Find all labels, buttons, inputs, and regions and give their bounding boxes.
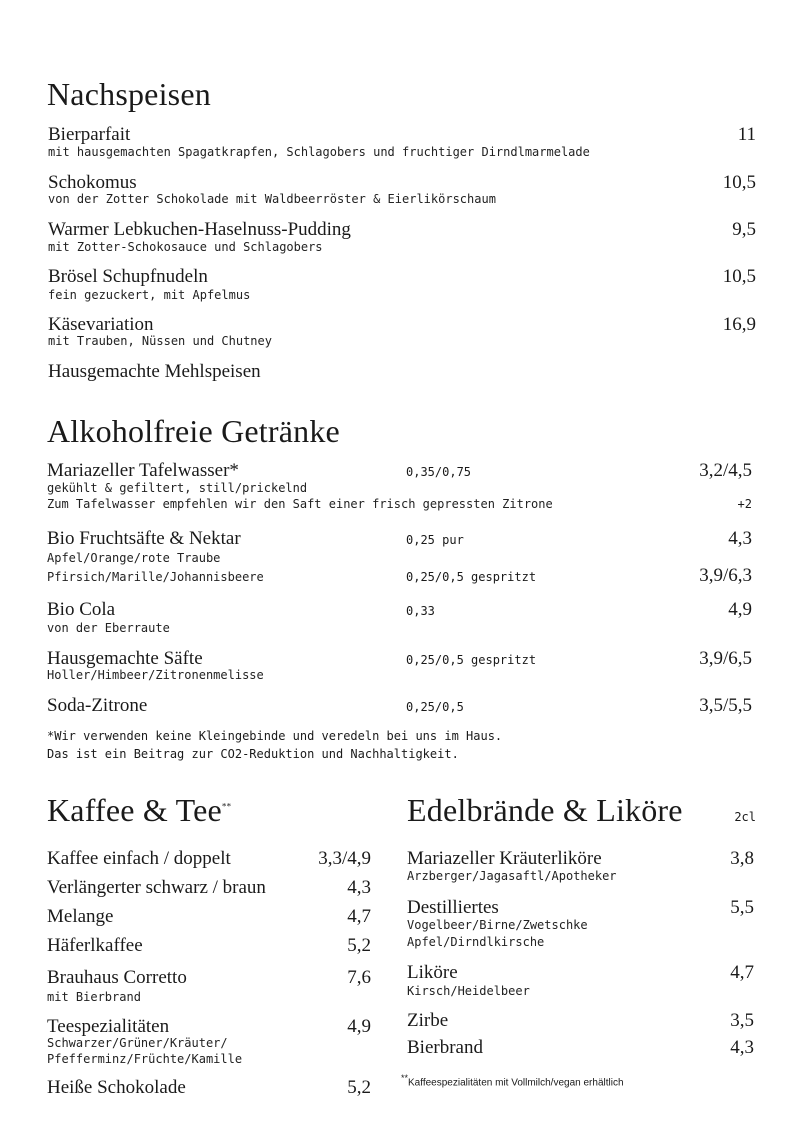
drink-name: Mariazeller Tafelwasser* <box>47 460 239 481</box>
coffee-name: Heiße Schokolade <box>47 1077 186 1098</box>
dessert-name: Hausgemachte Mehlspeisen <box>48 361 261 382</box>
spirit-desc: Kirsch/Heidelbeer <box>407 984 530 998</box>
dessert-price: 11 <box>737 124 756 145</box>
drink-extra-price: +2 <box>737 497 752 511</box>
drink-name: Bio Cola <box>47 599 116 620</box>
coffee-price: 4,3 <box>347 877 371 898</box>
drink-name: Soda-Zitrone <box>47 695 148 716</box>
dessert-price: 9,5 <box>732 219 756 240</box>
dessert-price: 16,9 <box>722 314 756 335</box>
section-title-alkoholfrei: Alkoholfreie Getränke <box>47 413 340 449</box>
drink-desc: gekühlt & gefiltert, still/prickelnd <box>47 481 308 495</box>
spirit-name: Bierbrand <box>407 1037 483 1058</box>
drink-desc: Zum Tafelwasser empfehlen wir den Saft einer frisch gepressten Zitrone <box>47 497 553 511</box>
coffee-price: 4,7 <box>347 906 371 927</box>
drink-price: 4,3 <box>728 528 752 549</box>
drink-volume: 0,25/0,5 gespritzt <box>406 570 537 584</box>
drink-volume: 0,25 pur <box>406 533 464 547</box>
spirit-desc: Apfel/Dirndlkirsche <box>407 935 545 949</box>
coffee-name: Melange <box>47 906 114 927</box>
coffee-desc: mit Bierbrand <box>47 990 141 1004</box>
spirit-name: Destilliertes <box>407 897 499 918</box>
section-title-kaffee <box>47 792 231 829</box>
spirit-price: 4,7 <box>730 962 754 983</box>
section-title-nachspeisen: Nachspeisen <box>47 76 211 112</box>
spirit-price: 3,5 <box>730 1010 754 1031</box>
dessert-desc: mit hausgemachten Spagatkrapfen, Schlagobers und fruchtiger Dirndlmarmelade <box>48 145 590 159</box>
spirit-name: Liköre <box>407 962 458 983</box>
spirit-price: 3,8 <box>730 848 754 869</box>
coffee-price: 4,9 <box>347 1016 371 1037</box>
footnote-mark: ** <box>221 801 232 812</box>
dessert-name: Warmer Lebkuchen-Haselnuss-Pudding <box>48 219 351 240</box>
coffee-name: Teespezialitäten <box>47 1016 170 1037</box>
drink-price: 3,2/4,5 <box>699 460 752 481</box>
section-title-edelbraende: Edelbrände & Liköre <box>407 792 683 828</box>
dessert-price: 10,5 <box>722 266 756 287</box>
drink-price: 4,9 <box>728 599 752 620</box>
spirit-desc: Arzberger/Jagasaftl/Apotheker <box>407 869 617 883</box>
section-title-text: Kaffee & Tee <box>47 792 222 828</box>
coffee-price: 5,2 <box>347 1077 371 1098</box>
spirit-desc: Vogelbeer/Birne/Zwetschke <box>407 918 588 932</box>
dessert-name: Bierparfait <box>48 124 131 145</box>
spirit-name: Zirbe <box>407 1010 449 1031</box>
drink-price: 3,9/6,5 <box>699 648 752 669</box>
dessert-price: 10,5 <box>722 172 756 193</box>
drink-desc: Apfel/Orange/rote Traube <box>47 551 221 565</box>
serving-size: 2cl <box>734 810 756 824</box>
dessert-desc: fein gezuckert, mit Apfelmus <box>48 288 251 302</box>
footnote-text: Kaffeespezialitäten mit Vollmilch/vegan erhältlich <box>408 1077 624 1089</box>
drink-desc: von der Eberraute <box>47 621 170 635</box>
coffee-desc: Pfefferminz/Früchte/Kamille <box>47 1052 243 1066</box>
drink-name: Bio Fruchtsäfte & Nektar <box>47 528 241 549</box>
drink-name: Hausgemachte Säfte <box>47 648 203 669</box>
coffee-price: 7,6 <box>347 967 371 988</box>
drink-volume: 0,35/0,75 <box>406 465 472 479</box>
dessert-desc: mit Trauben, Nüssen und Chutney <box>48 334 272 348</box>
coffee-name: Verlängerter schwarz / braun <box>47 877 266 898</box>
dessert-desc: von der Zotter Schokolade mit Waldbeerröster & Eierlikörschaum <box>48 192 496 206</box>
coffee-desc: Schwarzer/Grüner/Kräuter/ <box>47 1036 228 1050</box>
drink-note: *Wir verwenden keine Kleingebinde und veredeln bei uns im Haus. <box>47 729 503 743</box>
drink-volume: 0,25/0,5 <box>406 700 464 714</box>
drink-price: 3,5/5,5 <box>699 695 752 716</box>
footnote-mark: ** <box>401 1073 409 1083</box>
drink-note: Das ist ein Beitrag zur CO2-Reduktion und Nachhaltigkeit. <box>47 747 459 761</box>
coffee-name: Häferlkaffee <box>47 935 143 956</box>
drink-desc: Holler/Himbeer/Zitronenmelisse <box>47 668 264 682</box>
drink-volume: 0,25/0,5 gespritzt <box>406 653 537 667</box>
coffee-name: Brauhaus Corretto <box>47 967 187 988</box>
spirit-name: Mariazeller Kräuterliköre <box>407 848 602 869</box>
dessert-name: Käsevariation <box>48 314 154 335</box>
spirit-price: 5,5 <box>730 897 754 918</box>
dessert-desc: mit Zotter-Schokosauce und Schlagobers <box>48 240 323 254</box>
coffee-price: 3,3/4,9 <box>318 848 371 869</box>
coffee-footnote <box>401 1073 624 1088</box>
dessert-name: Brösel Schupfnudeln <box>48 266 208 287</box>
spirit-price: 4,3 <box>730 1037 754 1058</box>
drink-price: 3,9/6,3 <box>699 565 752 586</box>
drink-desc: Pfirsich/Marille/Johannisbeere <box>47 570 264 584</box>
dessert-name: Schokomus <box>48 172 137 193</box>
coffee-price: 5,2 <box>347 935 371 956</box>
drink-volume: 0,33 <box>406 604 435 618</box>
coffee-name: Kaffee einfach / doppelt <box>47 848 231 869</box>
